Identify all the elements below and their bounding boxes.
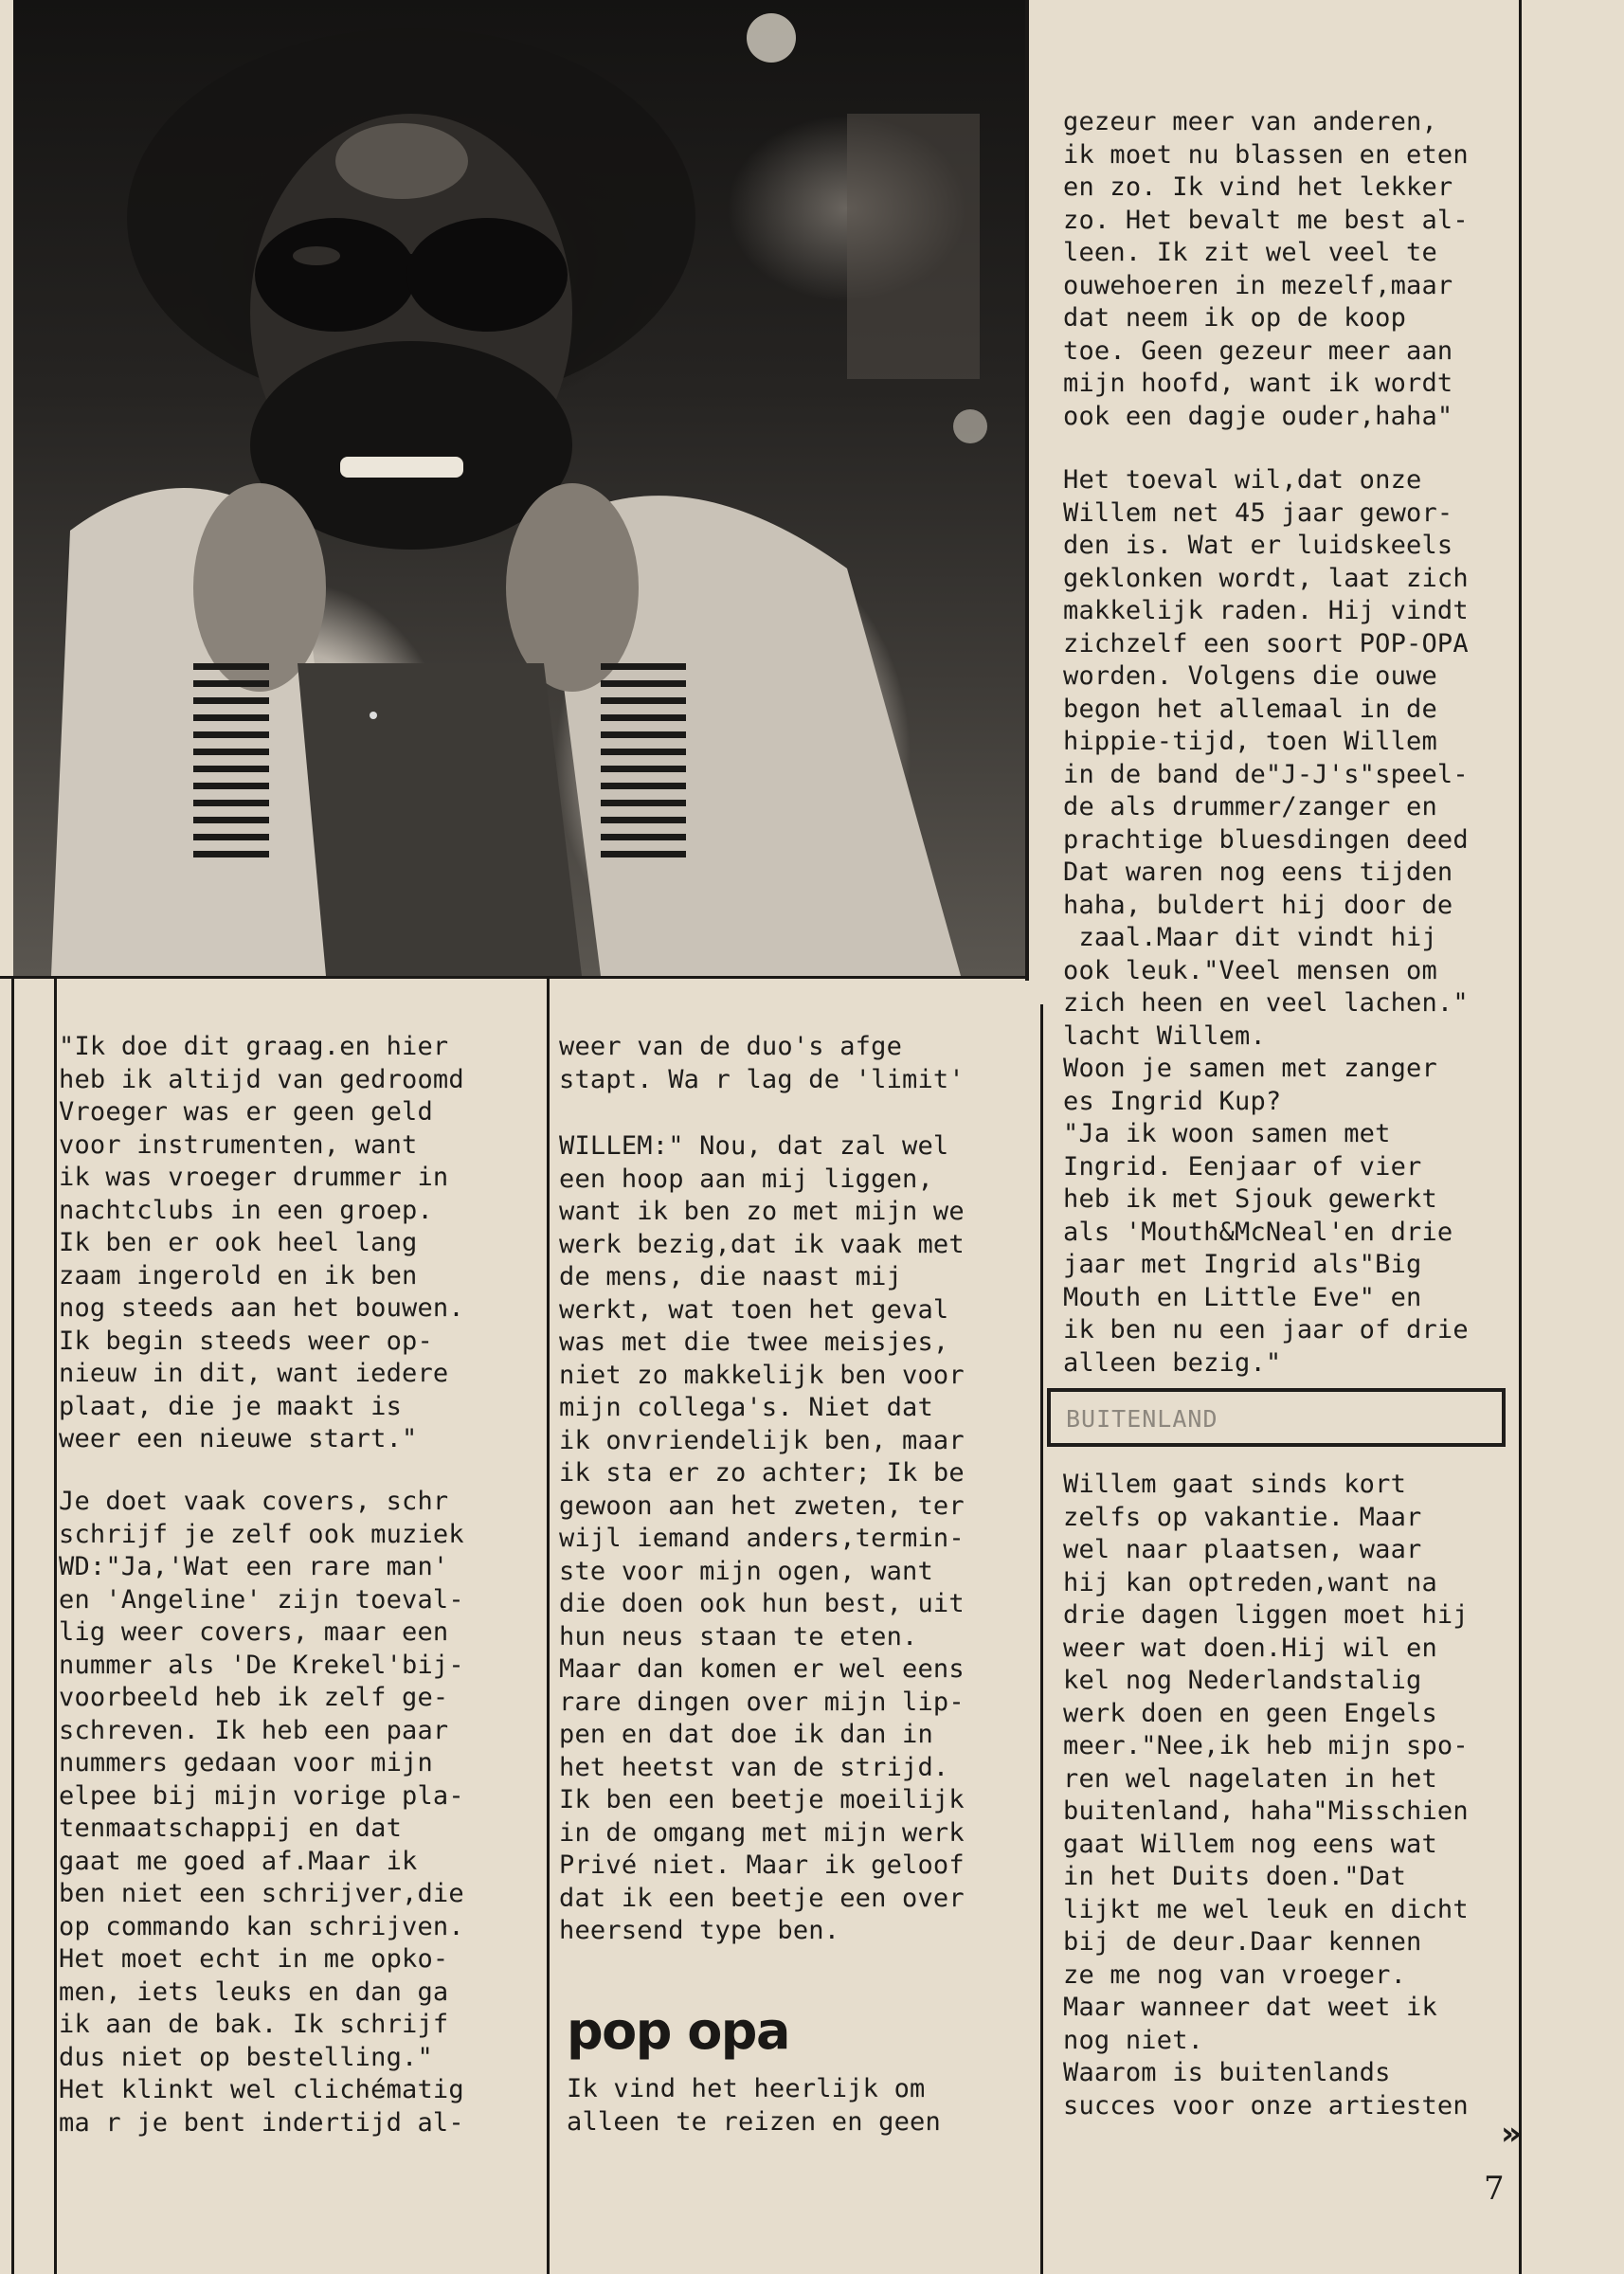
text-line: hij kan optreden,want na: [1063, 1567, 1437, 1597]
text-line: Privé niet. Maar ik geloof: [559, 1850, 965, 1880]
text-line: toe. Geen gezeur meer aan: [1063, 335, 1453, 366]
text-line: nog niet.: [1063, 2025, 1204, 2055]
text-line: WILLEM:" Nou, dat zal wel: [559, 1131, 949, 1161]
text-line: Woon je samen met zanger: [1063, 1054, 1437, 1083]
text-line: werk doen en geen Engels: [1063, 1698, 1437, 1728]
text-line: ik onvriendelijk ben, maar: [559, 1425, 965, 1455]
text-line: wijl iemand anders,termin-: [559, 1524, 965, 1553]
text-line: lacht Willem.: [1063, 1020, 1266, 1051]
photo-bottom-rule: [0, 976, 1029, 979]
continue-arrow-icon: »: [1501, 2115, 1522, 2153]
text-line: en zo. Ik vind het lekker: [1063, 172, 1453, 202]
text-line: hippie-tijd, toen Willem: [1063, 727, 1437, 756]
text-line: een hoop aan mij liggen,: [559, 1164, 933, 1194]
text-line: zelfs op vakantie. Maar: [1063, 1502, 1422, 1532]
text-line: dat neem ik op de koop: [1063, 303, 1407, 333]
col2-paragraph-1: [559, 1031, 965, 1096]
text-line: kel nog Nederlandstalig: [1063, 1666, 1422, 1695]
text-line: in de omgang met mijn werk: [559, 1817, 965, 1848]
text-line: werkt, wat toen het geval: [559, 1294, 949, 1325]
column-rule-2: [547, 979, 550, 2274]
col3-paragraph-2: [1063, 464, 1469, 1380]
text-line: voor instrumenten, want: [59, 1129, 418, 1160]
text-line: werk bezig,dat ik vaak met: [559, 1229, 965, 1259]
text-line: ste voor mijn ogen, want: [559, 1556, 933, 1586]
text-line: stapt. Wa r lag de 'limit': [559, 1064, 965, 1094]
text-line: Je doet vaak covers, schr: [59, 1487, 449, 1516]
text-line: nog steeds aan het bouwen.: [59, 1293, 464, 1323]
text-line: leen. Ik zit wel veel te: [1063, 238, 1437, 267]
text-line: ook een dagje ouder,haha": [1063, 401, 1453, 431]
text-line: want ik ben zo met mijn we: [559, 1197, 965, 1226]
text-line: ik moet nu blassen en eten: [1063, 139, 1469, 170]
text-line: makkelijk raden. Hij vindt: [1063, 596, 1469, 625]
text-line: Dat waren nog eens tijden: [1063, 857, 1453, 887]
text-line: WD:"Ja,'Wat een rare man': [59, 1552, 449, 1581]
text-line: elpee bij mijn vorige pla-: [59, 1780, 464, 1811]
text-line: zichzelf een soort POP-OPA: [1063, 628, 1469, 659]
text-line: "Ja ik woon samen met: [1063, 1119, 1391, 1148]
text-line: nummer als 'De Krekel'bij-: [59, 1650, 464, 1680]
text-line: Willem net 45 jaar gewor-: [1063, 497, 1453, 528]
text-line: Het moet echt in me opko-: [59, 1944, 449, 1974]
text-line: alleen bezig.": [1063, 1347, 1282, 1378]
text-line: begon het allemaal in de: [1063, 694, 1437, 724]
text-line: gaat me goed af.Maar ik: [59, 1846, 418, 1876]
text-line: gezeur meer van anderen,: [1063, 107, 1437, 136]
left-page-rule: [11, 976, 14, 2274]
text-line: men, iets leuks en dan ga: [59, 1976, 449, 2007]
pop-opa-heading: pop opa: [567, 2001, 789, 2061]
text-line: Ik begin steeds weer op-: [59, 1326, 433, 1356]
text-line: nummers gedaan voor mijn: [59, 1748, 433, 1778]
col1-paragraph-1: [59, 1031, 464, 1456]
text-line: Ik vind het heerlijk om: [567, 2074, 926, 2103]
text-line: weer van de duo's afge: [559, 1032, 903, 1061]
text-line: "Ik doe dit graag.en hier: [59, 1032, 449, 1061]
text-line: jaar met Ingrid als"Big: [1063, 1250, 1422, 1279]
text-line: weer een nieuwe start.": [59, 1424, 418, 1453]
col2-paragraph-2: [559, 1130, 965, 1948]
text-line: Het klinkt wel clichématig: [59, 2075, 464, 2104]
page-number: 7: [1484, 2170, 1505, 2208]
text-line: weer wat doen.Hij wil en: [1063, 1633, 1437, 1663]
text-line: Ik ben er ook heel lang: [59, 1228, 418, 1257]
col2-paragraph-3: [567, 2073, 941, 2139]
text-line: gaat Willem nog eens wat: [1063, 1829, 1437, 1859]
text-line: dat ik een beetje een over: [559, 1883, 965, 1913]
text-line: ik sta er zo achter; Ik be: [559, 1458, 965, 1488]
text-line: ik was vroeger drummer in: [59, 1163, 449, 1192]
text-line: ik ben nu een jaar of drie: [1063, 1315, 1469, 1345]
text-line: dus niet op bestelling.": [59, 2042, 433, 2072]
text-line: ren wel nagelaten in het: [1063, 1763, 1437, 1794]
text-line: drie dagen liggen moet hij: [1063, 1600, 1469, 1630]
text-line: Maar wanneer dat weet ik: [1063, 1993, 1437, 2022]
col3-paragraph-1: [1063, 106, 1469, 433]
text-line: bij de deur.Daar kennen: [1063, 1927, 1422, 1957]
text-line: Mouth en Little Eve" en: [1063, 1282, 1422, 1312]
text-line: geklonken wordt, laat zich: [1063, 563, 1469, 593]
text-line: ben niet een schrijver,die: [59, 1879, 464, 1908]
text-line: ouwehoeren in mezelf,maar: [1063, 270, 1453, 300]
text-line: de als drummer/zanger en: [1063, 792, 1437, 821]
text-line: Ingrid. Eenjaar of vier: [1063, 1151, 1422, 1182]
text-line: rare dingen over mijn lip-: [559, 1687, 965, 1717]
text-line: ook leuk."Veel mensen om: [1063, 955, 1437, 985]
text-line: alleen te reizen en geen: [567, 2106, 941, 2137]
text-line: wel naar plaatsen, waar: [1063, 1535, 1422, 1564]
text-line: Ik ben een beetje moeilijk: [559, 1785, 965, 1814]
text-line: zich heen en veel lachen.": [1063, 988, 1469, 1018]
text-line: zo. Het bevalt me best al-: [1063, 205, 1469, 235]
text-line: in de band de"J-J's"speel-: [1063, 759, 1469, 789]
col1-paragraph-2: [59, 1486, 464, 2139]
text-line: Maar dan komen er wel eens: [559, 1654, 965, 1684]
text-line: niet zo makkelijk ben voor: [559, 1360, 965, 1390]
text-line: ma r je bent indertijd al-: [59, 2107, 464, 2138]
text-line: lijkt me wel leuk en dicht: [1063, 1894, 1469, 1924]
text-line: in het Duits doen."Dat: [1063, 1862, 1407, 1891]
photo-illustration: [13, 0, 1029, 976]
text-line: Willem gaat sinds kort: [1063, 1470, 1407, 1499]
text-line: succes voor onze artiesten: [1063, 2090, 1469, 2121]
text-line: mijn hoofd, want ik wordt: [1063, 369, 1453, 398]
text-line: meer."Nee,ik heb mijn spo-: [1063, 1731, 1469, 1760]
text-line: schrijf je zelf ook muziek: [59, 1519, 464, 1549]
text-line: nieuw in dit, want iedere: [59, 1359, 449, 1388]
text-line: op commando kan schrijven.: [59, 1911, 464, 1941]
text-line: schreven. Ik heb een paar: [59, 1715, 449, 1745]
column-rule-1: [54, 979, 57, 2274]
text-line: prachtige bluesdingen deed: [1063, 824, 1469, 855]
photo-right-rule: [1025, 0, 1029, 981]
text-line: mijn collega's. Niet dat: [559, 1393, 933, 1422]
text-line: nachtclubs in een groep.: [59, 1195, 433, 1225]
text-line: haha, buldert hij door de: [1063, 890, 1453, 920]
text-line: de mens, die naast mij: [559, 1262, 903, 1291]
section-label: BUITENLAND: [1066, 1405, 1218, 1433]
text-line: zaam ingerold en ik ben: [59, 1260, 418, 1290]
text-line: was met die twee meisjes,: [559, 1327, 949, 1357]
text-line: heb ik met Sjouk gewerkt: [1063, 1184, 1437, 1214]
text-line: ze me nog van vroeger.: [1063, 1959, 1407, 1990]
text-line: plaat, die je maakt is: [59, 1391, 403, 1421]
text-line: als 'Mouth&McNeal'en drie: [1063, 1217, 1453, 1247]
text-line: Het toeval wil,dat onze: [1063, 465, 1422, 495]
text-line: het heetst van de strijd.: [559, 1752, 949, 1782]
text-line: heersend type ben.: [559, 1916, 840, 1945]
text-line: heb ik altijd van gedroomd: [59, 1064, 464, 1094]
right-page-rule: [1519, 0, 1522, 2274]
text-line: voorbeeld heb ik zelf ge-: [59, 1683, 449, 1712]
column-rule-3: [1040, 1004, 1043, 2274]
text-line: es Ingrid Kup?: [1063, 1086, 1282, 1116]
text-line: tenmaatschappij en dat: [59, 1814, 403, 1843]
text-line: gewoon aan het zweten, ter: [559, 1490, 965, 1521]
text-line: die doen ook hun best, uit: [559, 1589, 965, 1618]
text-line: pen en dat doe ik dan in: [559, 1720, 933, 1749]
text-line: ik aan de bak. Ik schrijf: [59, 2010, 449, 2039]
text-line: zaal.Maar dit vindt hij: [1063, 923, 1437, 952]
section-header-box: [1047, 1388, 1506, 1447]
text-line: buitenland, haha"Misschien: [1063, 1796, 1469, 1826]
portrait-photo: [13, 0, 1029, 976]
text-line: hun neus staan te eten.: [559, 1621, 918, 1651]
text-line: lig weer covers, maar een: [59, 1617, 449, 1647]
text-line: Waarom is buitenlands: [1063, 2058, 1391, 2087]
text-line: den is. Wat er luidskeels: [1063, 531, 1453, 560]
col3-paragraph-3: [1063, 1469, 1469, 2122]
text-line: worden. Volgens die ouwe: [1063, 661, 1437, 691]
text-line: en 'Angeline' zijn toeval-: [59, 1584, 464, 1615]
text-line: Vroeger was er geen geld: [59, 1097, 433, 1127]
